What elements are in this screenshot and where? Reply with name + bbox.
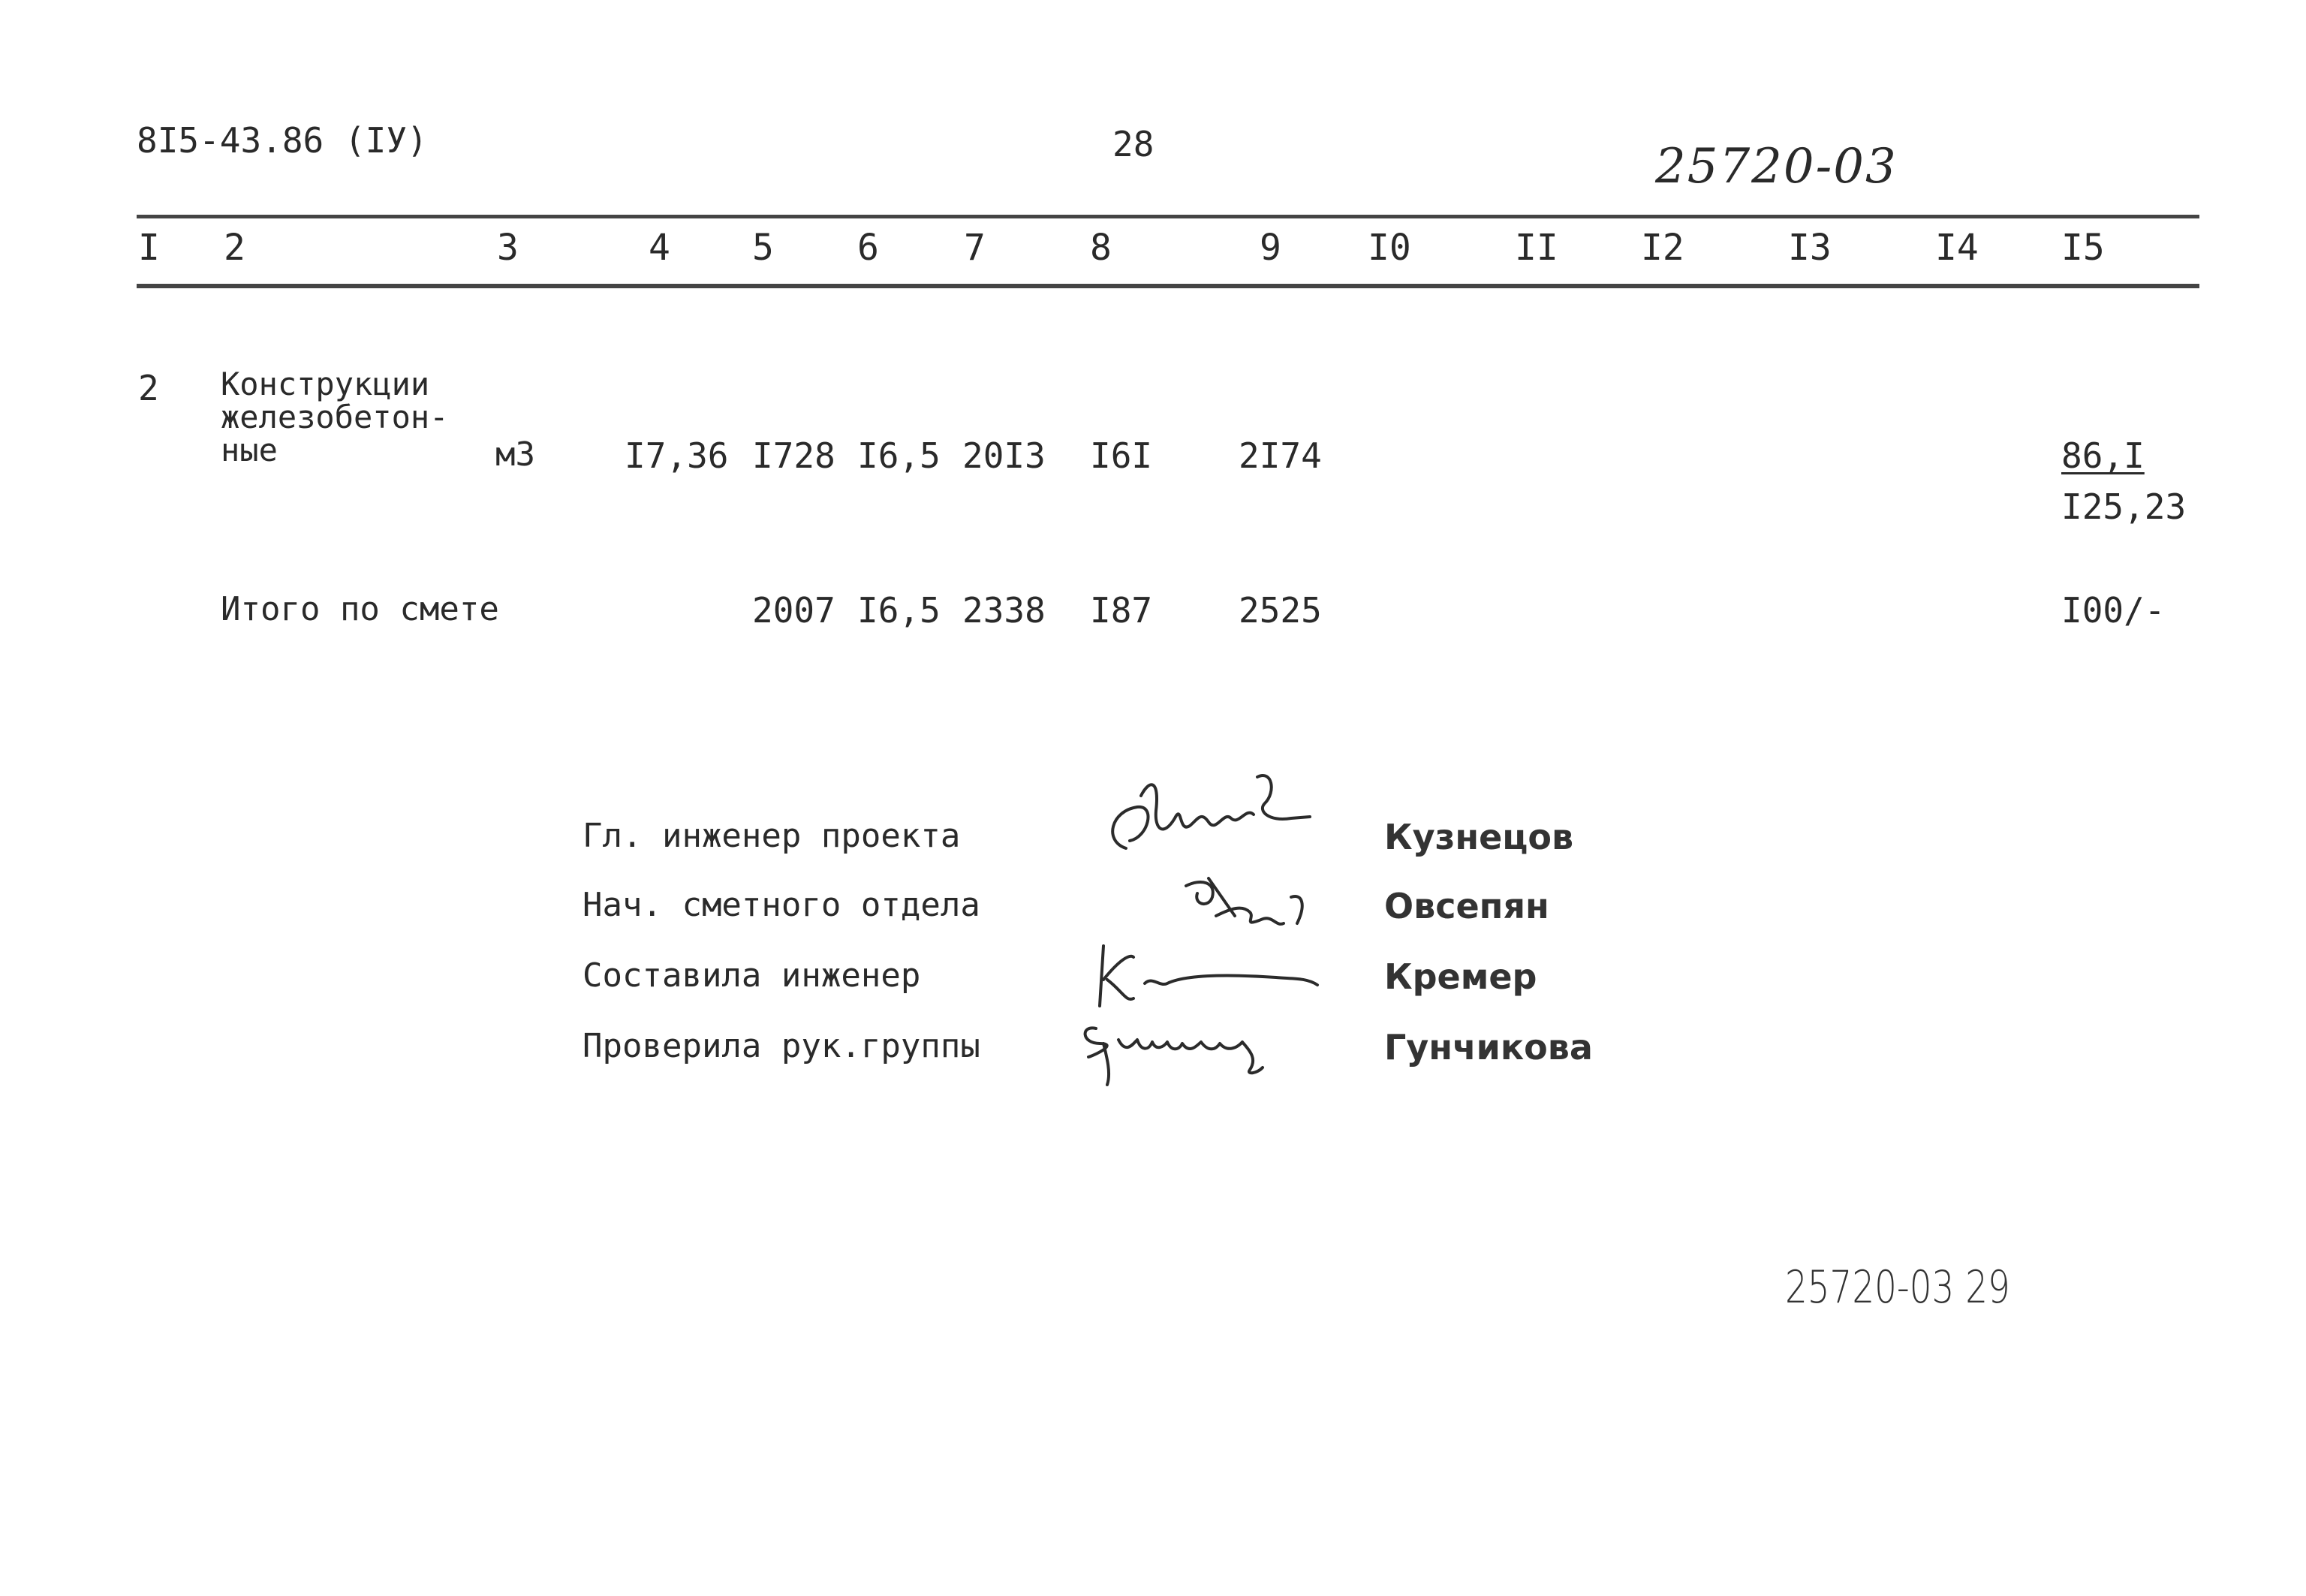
col-12: I2 [1641, 227, 1684, 269]
col-4: 4 [649, 227, 670, 269]
total-col8: I87 [1090, 590, 1153, 631]
col-8: 8 [1090, 227, 1112, 269]
col-3: 3 [497, 227, 519, 269]
row-col15-top: 86,I [2061, 435, 2145, 476]
total-col7: 2338 [962, 590, 1046, 631]
page-number: 28 [1112, 124, 1155, 164]
total-label: Итого по смете [221, 590, 499, 628]
total-col15: I00/- [2061, 590, 2166, 631]
signature-name-gunchikova: Гунчикова [1384, 1027, 1593, 1068]
row-col5: I728 [752, 435, 835, 476]
signature-kuznetsov [1096, 766, 1321, 863]
row-number: 2 [138, 368, 159, 408]
col-2: 2 [224, 227, 245, 269]
col-9: 9 [1260, 227, 1281, 269]
row-col8: I6I [1090, 435, 1153, 476]
signature-role-checker: Проверила рук.группы [583, 1027, 980, 1065]
col-7: 7 [964, 227, 986, 269]
row-name-line-3: ные [221, 432, 278, 468]
signature-role-chief-engineer: Гл. инженер проекта [583, 817, 961, 855]
signature-role-estimate-head: Нач. сметного отдела [583, 886, 980, 924]
footer-stamp-number: 25720-03 29 [1785, 1261, 2010, 1314]
row-col4: I7,36 [625, 435, 729, 476]
col-13: I3 [1788, 227, 1832, 269]
signature-name-kuznetsov: Кузнецов [1384, 817, 1574, 857]
document-code: 8I5-43.86 (IУ) [137, 120, 428, 161]
signature-name-ovsepyan: Овсепян [1384, 886, 1549, 926]
signature-role-compiler: Составила инженер [583, 956, 921, 995]
signature-name-kremer: Кремер [1384, 956, 1537, 997]
row-name-line-2: железобетон- [221, 399, 449, 435]
row-col6: I6,5 [857, 435, 941, 476]
col-6: 6 [857, 227, 879, 269]
row-name [221, 368, 448, 467]
total-col6: I6,5 [857, 590, 941, 631]
row-name-line-1: Конструкции [221, 366, 430, 402]
total-col5: 2007 [752, 590, 835, 631]
row-col7: 20I3 [962, 435, 1046, 476]
header-top-rule [137, 215, 2199, 218]
header-bottom-rule [137, 284, 2199, 288]
col-14: I4 [1935, 227, 1979, 269]
row-unit: м3 [495, 435, 535, 474]
stamp-number: 25720-03 [1655, 139, 1898, 194]
row-col15-bottom: I25,23 [2061, 486, 2187, 527]
col-5: 5 [752, 227, 774, 269]
col-15: I5 [2061, 227, 2105, 269]
total-col9: 2525 [1239, 590, 1322, 631]
col-10: I0 [1368, 227, 1411, 269]
signature-gunchikova [1066, 998, 1291, 1096]
col-1: I [138, 227, 160, 269]
col-11: II [1515, 227, 1558, 269]
row-col9: 2I74 [1239, 435, 1322, 476]
